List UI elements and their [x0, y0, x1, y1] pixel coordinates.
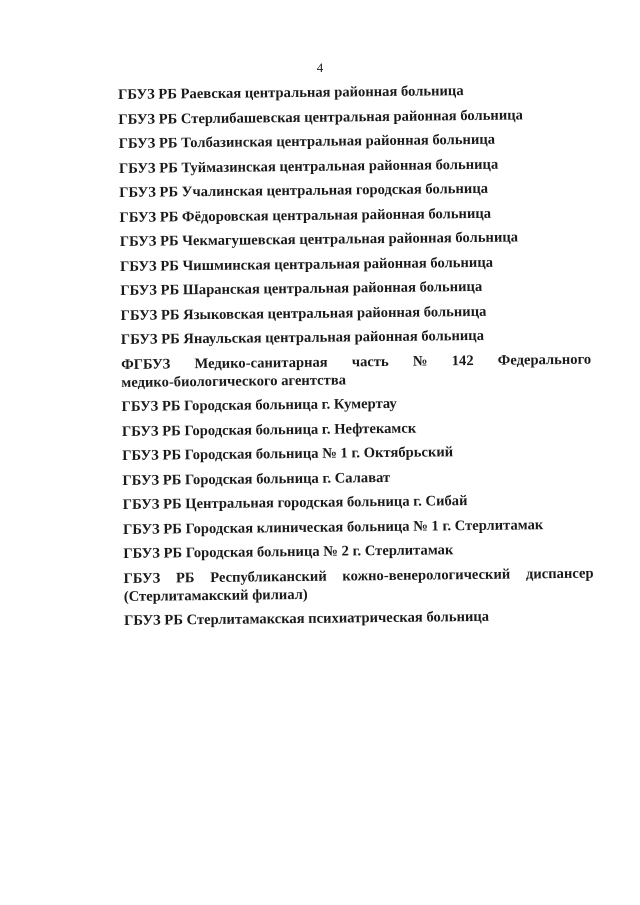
list-item: ГБУЗ РБ Учалинская центральная городская больница — [119, 180, 489, 201]
institution-list — [118, 81, 594, 637]
list-item: ГБУЗ РБ Городская больница г. Салават — [122, 469, 391, 489]
list-item: ГБУЗ РБ Туймазинская центральная районная больница — [118, 156, 499, 177]
word: кожно-венерологический — [342, 566, 511, 584]
word: 142 — [451, 352, 474, 369]
list-item: ГБУЗ РБ Городская клиническая больница № 1 г. Стерлитамак — [122, 516, 544, 538]
word: Республиканский — [210, 568, 327, 586]
list-item: ГБУЗ РБ Центральная городская больница г. Сибай — [122, 493, 468, 513]
list-item: ГБУЗ РБ Городская больница № 2 г. Стерлитамак — [123, 542, 454, 562]
list-item: ГБУЗ РБ Языковская центральная районная больница — [120, 303, 487, 324]
word: ФГБУЗ — [121, 355, 171, 373]
list-item: ГБУЗ РБ Городская больница г. Нефтекамск — [121, 420, 417, 440]
list-item: ГБУЗ РБ Стерлитамакская психиатрическая больница — [123, 608, 490, 629]
list-item-continuation: (Стерлитамакский филиал) — [123, 586, 308, 605]
list-item: ГБУЗ РБ Городская больница № 1 г. Октябрьский — [122, 444, 454, 464]
list-item: ГБУЗ РБ Фёдоровская центральная районная больница — [119, 205, 492, 226]
list-item-fgbuz — [121, 350, 591, 391]
word: часть — [351, 353, 389, 370]
list-item-kvd — [123, 564, 593, 605]
page-number: 4 — [316, 60, 324, 75]
word: ГБУЗ — [123, 570, 161, 587]
list-item: ГБУЗ РБ Толбазинская центральная районная больница — [118, 131, 496, 152]
word: Медико-санитарная — [194, 354, 328, 372]
word: Федерального — [497, 351, 592, 369]
list-item: ГБУЗ РБ Чекмагушевская центральная районная больница — [119, 229, 519, 250]
list-item: ГБУЗ РБ Шаранская центральная районная больница — [120, 278, 483, 299]
list-item: ГБУЗ РБ Чишминская центральная районная больница — [119, 254, 494, 275]
list-item: ГБУЗ РБ Раевская центральная районная больница — [118, 83, 464, 103]
list-item: ГБУЗ РБ Городская больница г. Кумертау — [121, 395, 397, 415]
word: диспансер — [525, 565, 594, 582]
list-item-continuation: медико-биологического агентства — [121, 371, 347, 391]
list-item: ГБУЗ РБ Стерлибашевская центральная районная больница — [118, 106, 524, 128]
word: № — [412, 353, 428, 370]
word: РБ — [175, 569, 195, 586]
list-item: ГБУЗ РБ Янаульская центральная районная больница — [120, 327, 485, 348]
